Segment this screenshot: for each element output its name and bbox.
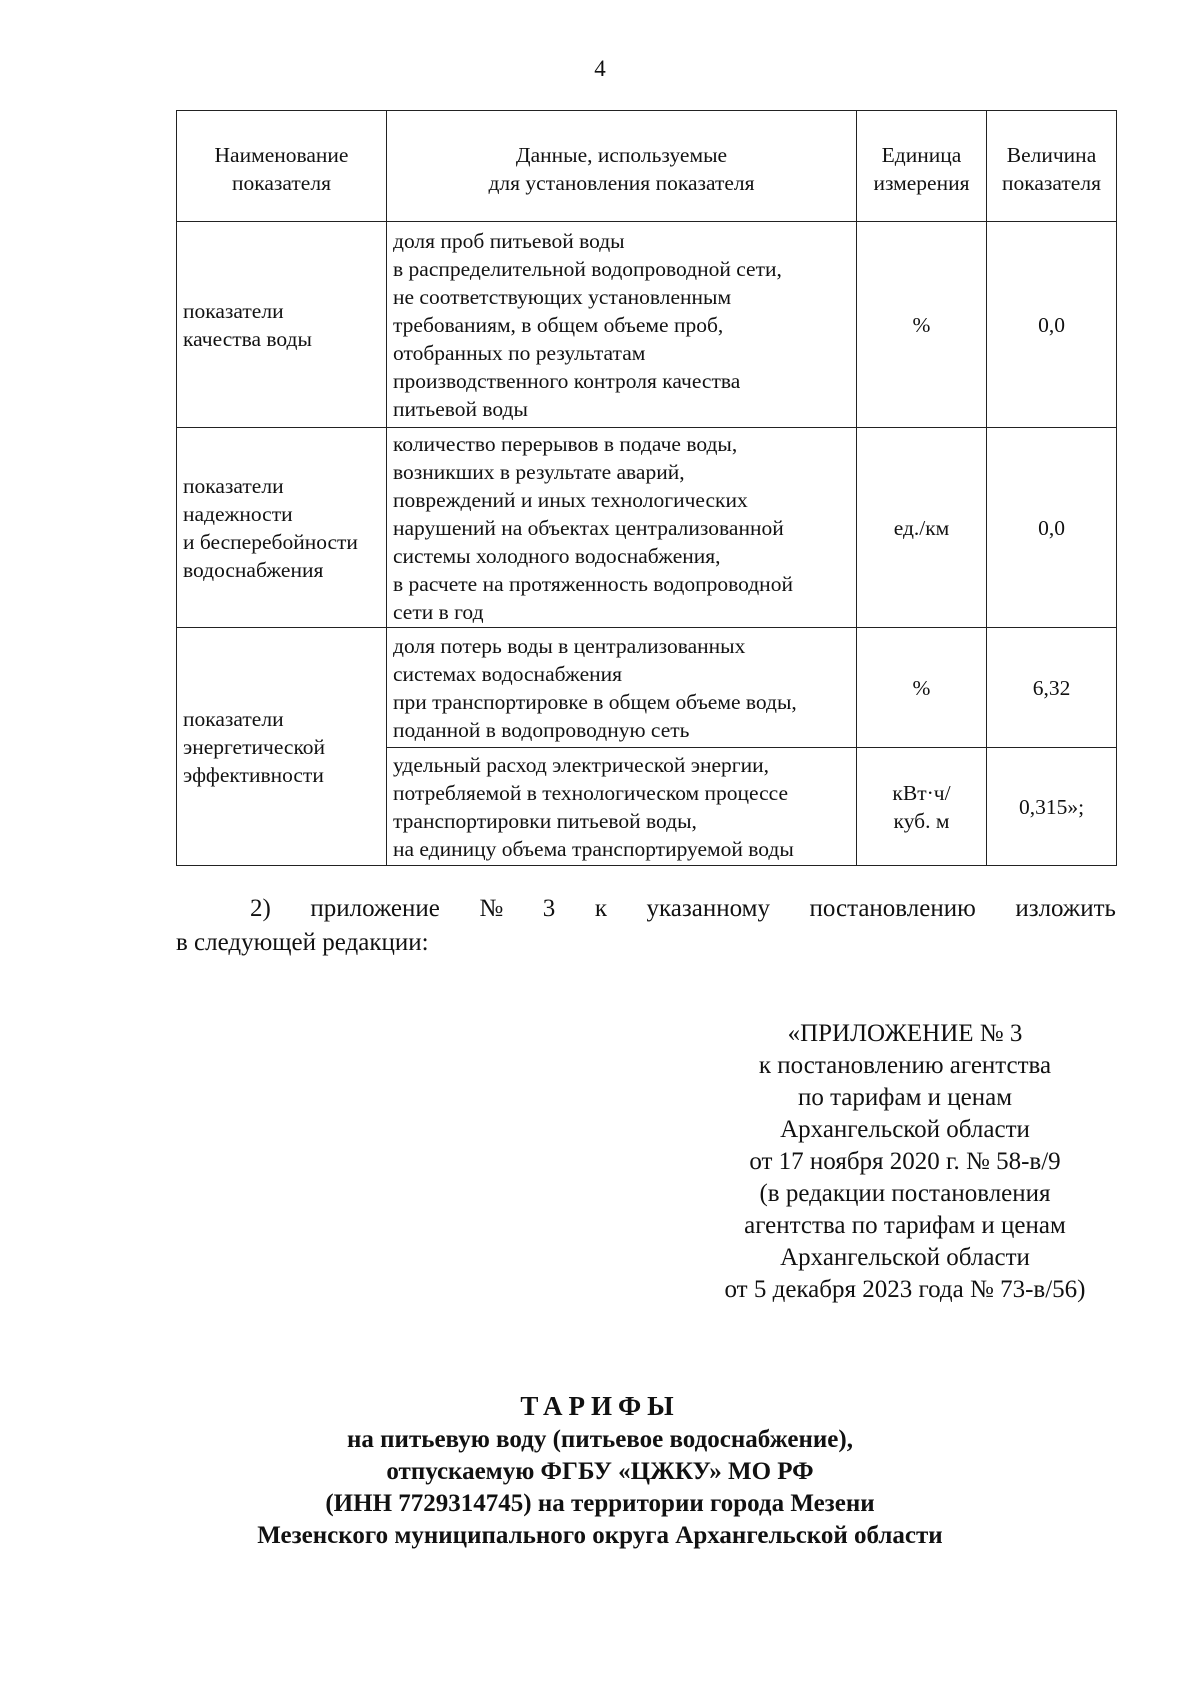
paragraph-word: изложить: [1015, 895, 1116, 922]
paragraph-line-1: [176, 892, 1116, 926]
indicator-name: показатели качества воды: [177, 222, 387, 428]
appendix-line: (в редакции постановления: [759, 1180, 1051, 1207]
tariff-title-line: Мезенского муниципального округа Архангельской области: [257, 1522, 943, 1549]
header-value: Величина показателя: [987, 111, 1117, 222]
paragraph-word: №: [479, 895, 504, 922]
appendix-line: к постановлению агентства: [758, 1052, 1052, 1079]
indicator-unit: %: [857, 628, 987, 748]
table-row: [177, 222, 1117, 428]
indicator-value: 6,32: [987, 628, 1117, 748]
tariff-title-line: отпускаемую ФГБУ «ЦЖКУ» МО РФ: [386, 1458, 814, 1485]
appendix-line: Архангельской области: [780, 1244, 1030, 1271]
header-indicator-name: Наименование показателя: [177, 111, 387, 222]
table-row: [177, 628, 1117, 748]
appendix-line: агентства по тарифам и ценам: [744, 1212, 1066, 1239]
paragraph-word: приложение: [310, 895, 440, 922]
indicator-value: 0,0: [987, 222, 1117, 428]
header-source-data: Данные, используемые для установления показателя: [387, 111, 857, 222]
paragraph-word: указанному: [646, 895, 770, 922]
indicator-data: доля проб питьевой воды в распределительной водопроводной сети, не соответствующих установленным требованиям, в общем объеме проб, отобранных по результатам производственного контроля качества питьевой воды: [387, 222, 857, 428]
appendix-line: от 17 ноября 2020 г. № 58-в/9: [749, 1148, 1061, 1175]
indicator-value: 0,315»;: [987, 748, 1117, 866]
appendix-heading: [690, 1018, 1120, 1306]
indicator-value: 0,0: [987, 428, 1117, 628]
paragraph-word: 2): [250, 895, 271, 922]
amendment-paragraph: [176, 892, 1116, 960]
table-row: [177, 428, 1117, 628]
appendix-line: от 5 декабря 2023 года № 73-в/56): [724, 1276, 1086, 1303]
page-number: 4: [594, 56, 606, 81]
indicator-data: количество перерывов в подаче воды, возникших в результате аварий, повреждений и иных технологических нарушений на объектах централизованной системы холодного водоснабжения, в расчете на протяженность водопроводной сети в год: [387, 428, 857, 628]
paragraph-word: постановлению: [809, 895, 976, 922]
tariff-title-line: на питьевую воду (питьевое водоснабжение),: [347, 1426, 853, 1453]
paragraph-word: к: [594, 895, 607, 922]
tariff-heading: ТАРИФЫ: [520, 1391, 680, 1421]
indicator-unit: ед./км: [857, 428, 987, 628]
paragraph-line-2: в следующей редакции:: [176, 929, 429, 956]
indicator-data: удельный расход электрической энергии, потребляемой в технологическом процессе транспортировки питьевой воды, на единицу объема транспортируемой воды: [387, 748, 857, 866]
tariff-title: [0, 1390, 1200, 1552]
appendix-line: по тарифам и ценам: [797, 1084, 1013, 1111]
indicator-data: доля потерь воды в централизованных системах водоснабжения при транспортировке в общем объеме воды, поданной в водопроводную сеть: [387, 628, 857, 748]
appendix-line: «ПРИЛОЖЕНИЕ № 3: [787, 1020, 1023, 1047]
paragraph-word: 3: [542, 895, 556, 922]
indicator-unit: %: [857, 222, 987, 428]
header-unit: Единица измерения: [857, 111, 987, 222]
indicator-name: показатели надежности и бесперебойности водоснабжения: [177, 428, 387, 628]
indicators-table: [176, 110, 1117, 866]
indicator-unit: кВт·ч/ куб. м: [857, 748, 987, 866]
indicator-name: показатели энергетической эффективности: [177, 628, 387, 866]
tariff-title-line: (ИНН 7729314745) на территории города Мезени: [325, 1490, 875, 1517]
appendix-line: Архангельской области: [780, 1116, 1030, 1143]
table-header-row: [177, 111, 1117, 222]
